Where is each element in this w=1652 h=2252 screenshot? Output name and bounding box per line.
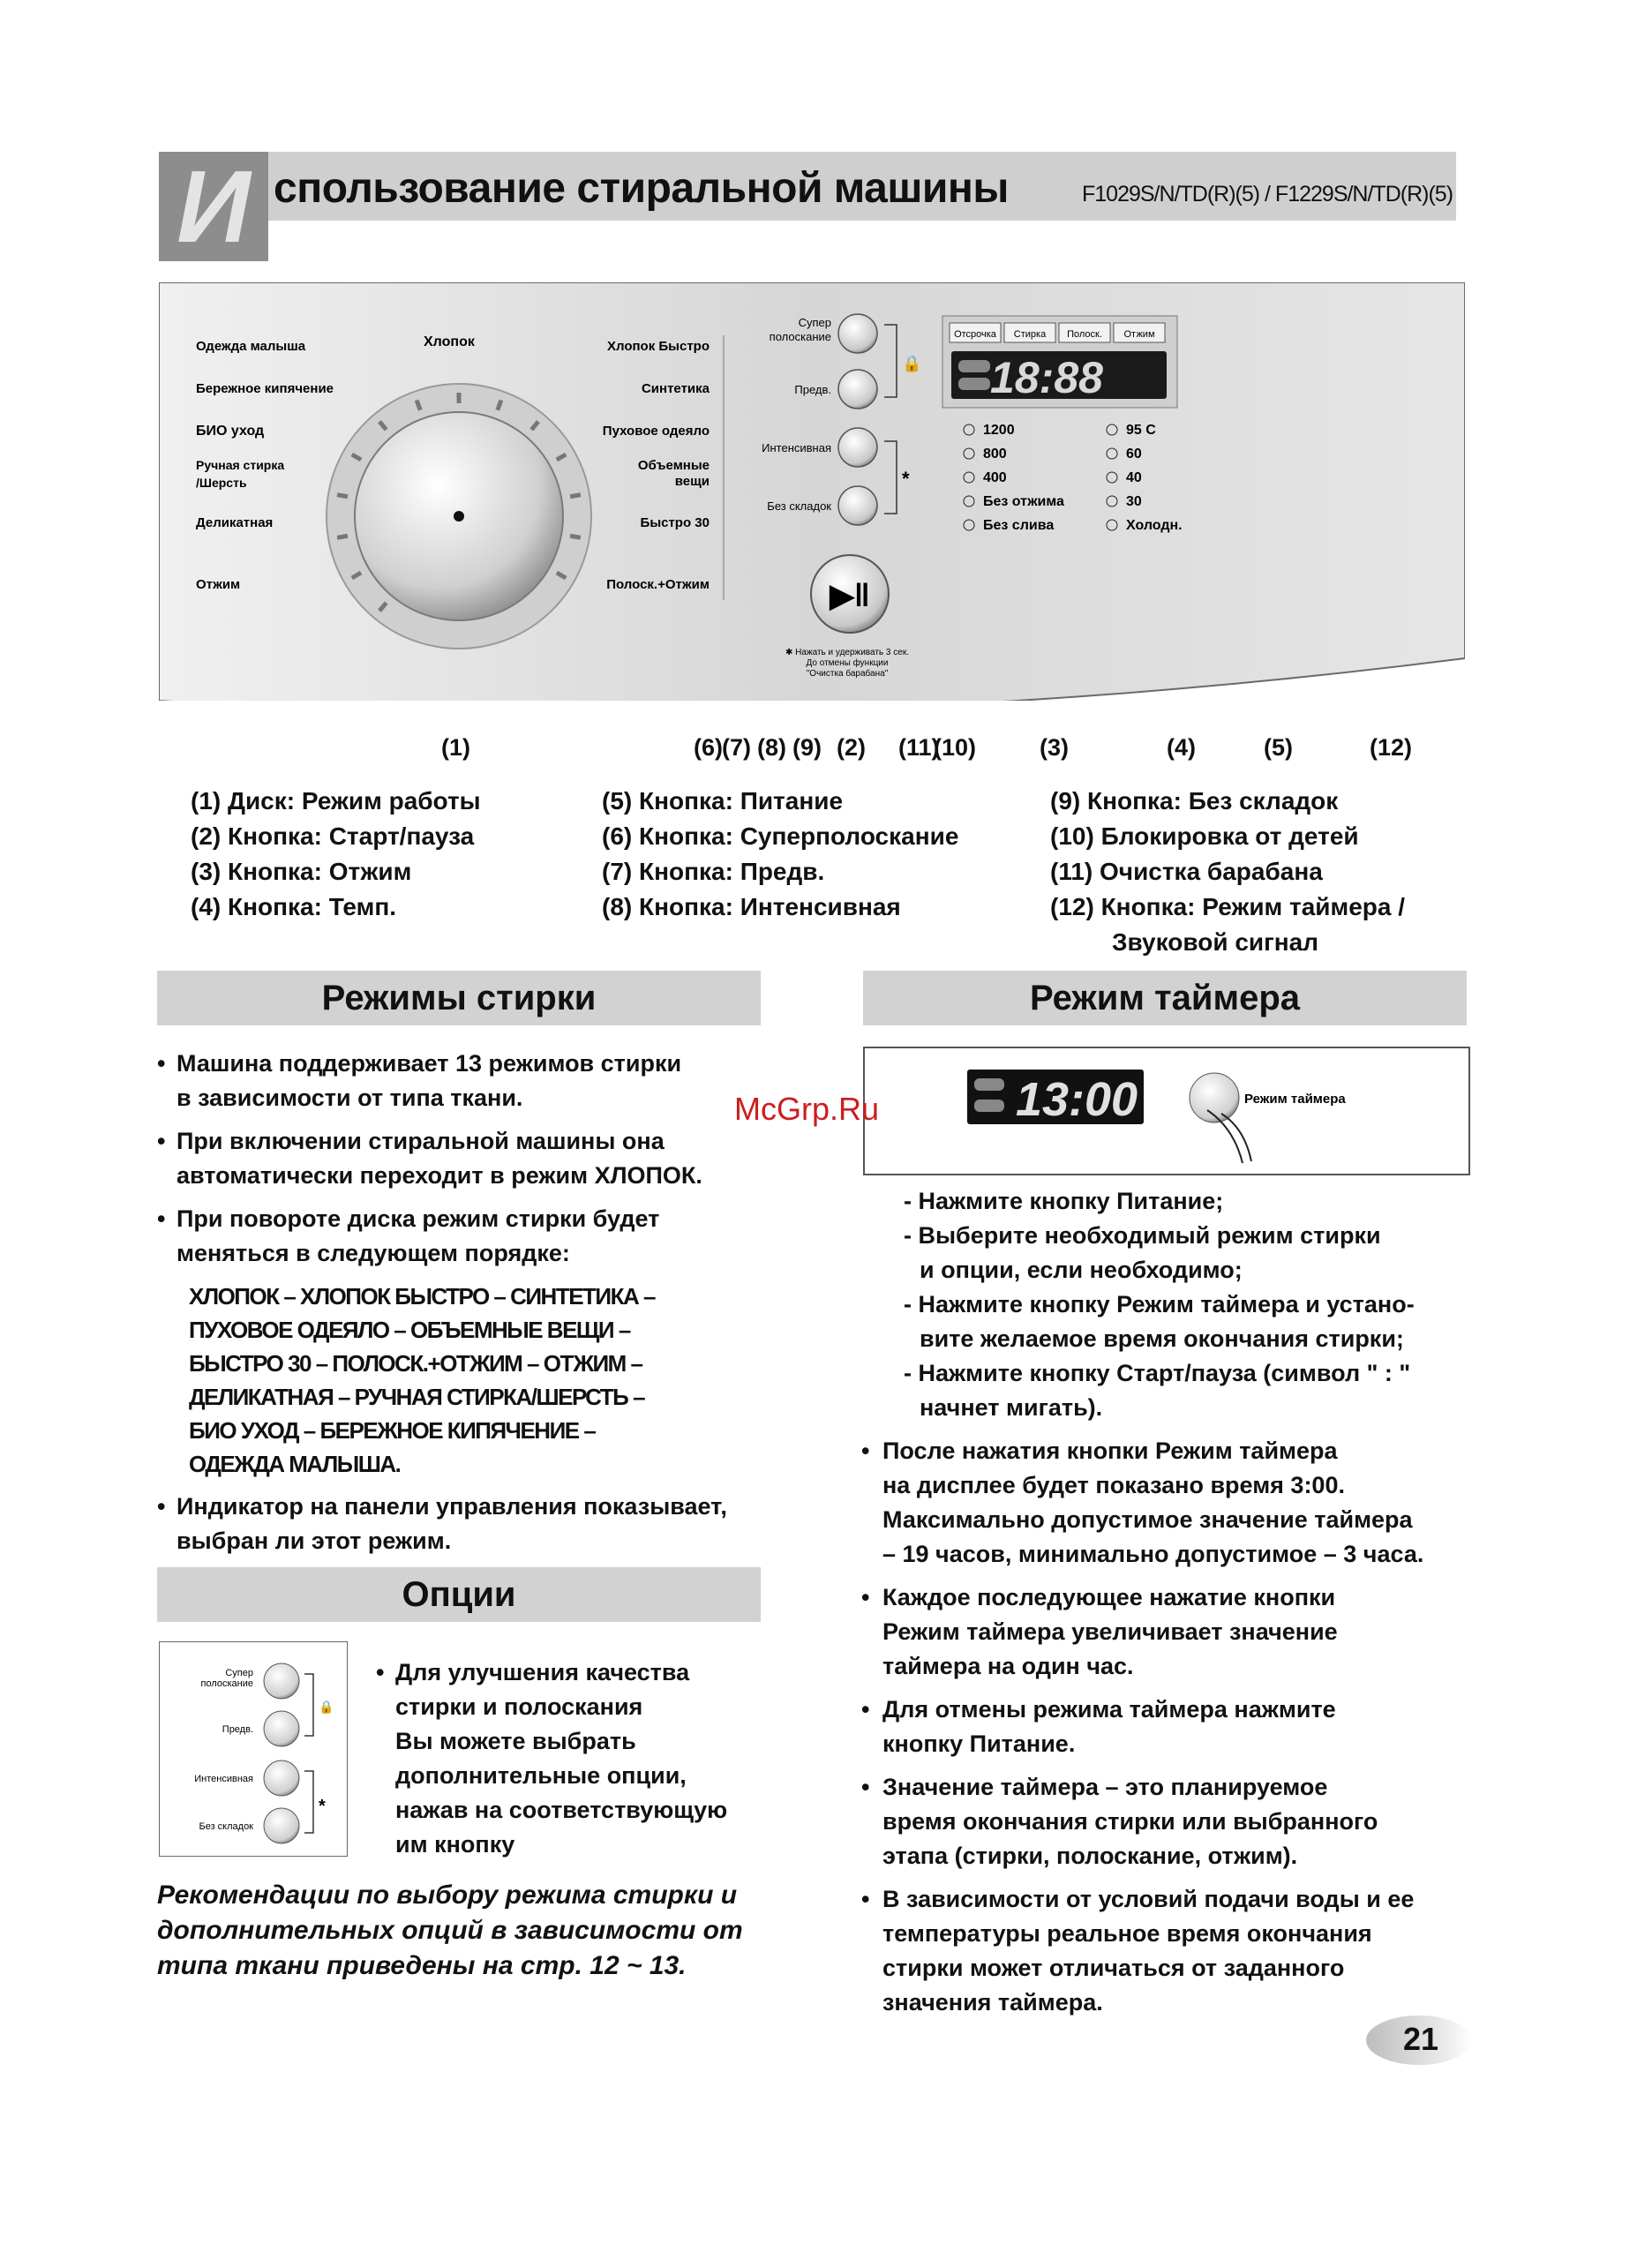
program-label: Пуховое одеяло	[602, 424, 710, 439]
dial-tick	[337, 495, 348, 497]
option-label: Супер	[225, 1668, 253, 1678]
program-label: Хлопок Быстро	[606, 339, 710, 354]
timer-button-label: Режим таймера	[1244, 1092, 1346, 1107]
text-line: Режим таймера увеличивает значение	[882, 1618, 1338, 1645]
text-line: Каждое последующее нажатие кнопки	[882, 1584, 1336, 1610]
display-time: 18:88	[990, 353, 1103, 402]
callout-6: (6)	[694, 734, 723, 761]
callout-8: (8)	[757, 734, 786, 761]
legend-col2	[602, 784, 958, 925]
option-label: Предв.	[222, 1724, 253, 1735]
modes-heading: Режимы стирки	[321, 979, 597, 1017]
timer-bullet: • Значение таймера – это планируемое время окончания стирки или выбранного этапа (стирки, полоскание, отжим).	[882, 1770, 1483, 1873]
program-label: Бережное кипячение	[196, 381, 334, 396]
legend-item: (7) Кнопка: Предв.	[602, 858, 825, 885]
dial-tick	[570, 536, 581, 537]
legend-col1	[191, 784, 481, 925]
legend-item: (3) Кнопка: Отжим	[191, 858, 412, 885]
timer-bullet: • В зависимости от условий подачи воды и ее температуры реальное время окончания стирки может отличаться от заданного значения таймера.	[882, 1882, 1483, 2020]
program-label: /Шерсть	[196, 476, 247, 490]
text-line: время окончания стирки или выбранного	[882, 1808, 1378, 1835]
modes-text: • Машина поддерживает 13 режимов стирки в зависимости от типа ткани. • При включении стиральной машины она автоматически переходит в режим ХЛОПОК. • При повороте диска режим стирки будет меняться в следующем порядке: ХЛОПОК – ХЛОПОК БЫСТРО – СИНТЕТИКА – ПУХОВОЕ ОДЕЯЛО – ОБЪЕМНЫЕ ВЕЩИ – БЫСТРО 30 – ПОЛОСК.+ОТЖИМ – ОТЖИМ – ДЕЛИКАТНАЯ – РУЧНАЯ СТИРКА/ШЕРСТЬ – БИО УХОД – БЕРЕЖНОЕ КИПЯЧЕНИЕ – ОДЕЖДА МАЛЫША. • Индикатор на панели управления показывает, выбран ли этот режим.	[176, 1047, 777, 1558]
legend-col3	[1050, 784, 1405, 960]
display-tab-label: Отжим	[1123, 329, 1155, 340]
timer-heading-bar	[863, 971, 1467, 1025]
text-line: этапа (стирки, полоскание, отжим).	[882, 1843, 1298, 1869]
display-tab-label: Стирка	[1013, 329, 1047, 340]
lock-icon: 🔒	[902, 355, 922, 372]
legend-item: (4) Кнопка: Темп.	[191, 893, 397, 920]
timer-heading: Режим таймера	[1030, 979, 1300, 1017]
text-line: - Нажмите кнопку Питание;	[904, 1188, 1224, 1214]
program-label: Ручная стирка	[196, 458, 285, 472]
panel-note: До отмены функции	[806, 658, 889, 668]
callout-10: (10)	[934, 734, 977, 761]
spin-option: Без слива	[983, 518, 1055, 533]
recommendation-note: Рекомендации по выбору режима стирки и дополнительных опций в зависимости от типа ткани приведены на стр. 12 ~ 13.	[157, 1880, 743, 1980]
program-label: Быстро 30	[640, 515, 710, 530]
temp-option: 30	[1126, 494, 1142, 509]
timer-illustration	[863, 1047, 1470, 1175]
legend-item: (6) Кнопка: Суперполоскание	[602, 822, 959, 850]
legend-item: (5) Кнопка: Питание	[602, 787, 844, 814]
super-rinse-button[interactable]	[838, 314, 877, 353]
timer-bullet: • После нажатия кнопки Режим таймера на дисплее будет показано время 3:00. Максимально допустимое значение таймера – 19 часов, минимально допустимое – 3 часа.	[882, 1434, 1483, 1572]
watermark: McGrp.Ru	[734, 1091, 880, 1127]
page-number: 21	[1402, 2021, 1439, 2057]
prewash-button[interactable]	[264, 1711, 299, 1746]
program-label: Полоск.+Отжим	[606, 577, 710, 592]
option-label: Предв.	[794, 383, 831, 396]
text-line: После нажатия кнопки Режим таймера	[882, 1438, 1338, 1464]
text-line: Значение таймера – это планируемое	[882, 1774, 1328, 1800]
text-line: - Нажмите кнопку Режим таймера и устано-	[904, 1291, 1415, 1317]
callout-4: (4)	[1167, 734, 1196, 761]
program-label: вещи	[674, 474, 710, 489]
program-label: БИО уход	[196, 424, 265, 439]
legend-item: (12) Кнопка: Режим таймера /	[1050, 893, 1406, 920]
program-label: Объемные	[637, 458, 710, 473]
callout-5: (5)	[1264, 734, 1293, 761]
text-line: начнет мигать).	[920, 1394, 1103, 1421]
text-line: Максимально допустимое значение таймера	[882, 1506, 1413, 1533]
display-tab-label: Полоск.	[1067, 329, 1102, 340]
legend-item: (8) Кнопка: Интенсивная	[602, 893, 901, 920]
legend-item: (10) Блокировка от детей	[1050, 822, 1359, 850]
model-numbers: F1029S/N/TD(R)(5) / F1229S/N/TD(R)(5)	[1082, 182, 1453, 206]
legend-item: (2) Кнопка: Старт/пауза	[191, 822, 475, 850]
no-crease-button[interactable]	[264, 1808, 299, 1843]
program-label: Деликатная	[196, 515, 274, 530]
option-label: Интенсивная	[194, 1774, 253, 1784]
text-line: – 19 часов, минимально допустимое – 3 часа.	[882, 1541, 1424, 1567]
text-line: - Выберите необходимый режим стирки	[904, 1222, 1381, 1249]
option-label: Без складок	[199, 1821, 253, 1832]
asterisk-icon: *	[319, 1797, 326, 1816]
spin-option: 400	[983, 470, 1007, 485]
spin-option: 1200	[983, 423, 1015, 438]
options-heading: Опции	[402, 1575, 516, 1614]
super-rinse-button[interactable]	[264, 1663, 299, 1699]
prewash-button[interactable]	[838, 370, 877, 409]
callout-11: (11)	[898, 734, 940, 761]
options-illustration	[159, 1641, 348, 1857]
modes-heading-bar	[157, 971, 761, 1025]
text-line: В зависимости от условий подачи воды и ее	[882, 1886, 1415, 1912]
timer-bullet: • Каждое последующее нажатие кнопки Режим таймера увеличивает значение таймера на один час.	[882, 1580, 1483, 1684]
timer-steps	[882, 1184, 1483, 1425]
display-tab-label: Отсрочка	[954, 329, 996, 340]
page-title: спользование стиральной машины	[274, 165, 1009, 212]
text-line: вите желаемое время окончания стирки;	[920, 1325, 1404, 1352]
control-panel-illustration	[159, 282, 1465, 701]
spin-option: Без отжима	[983, 494, 1064, 509]
option-label: полоскание	[769, 330, 831, 343]
panel-note: "Очистка барабана"	[806, 669, 889, 679]
text-line: кнопку Питание.	[882, 1730, 1076, 1757]
text-line: - Нажмите кнопку Старт/пауза (символ " : "	[904, 1360, 1411, 1386]
callout-3: (3)	[1040, 734, 1069, 761]
legend-item: Звуковой сигнал	[1112, 928, 1319, 956]
temp-option: Холодн.	[1126, 518, 1183, 533]
legend-item: (11) Очистка барабана	[1050, 858, 1323, 885]
program-label: Хлопок	[424, 334, 475, 349]
program-label: Одежда малыша	[196, 339, 306, 354]
program-dial	[327, 384, 591, 649]
text-line: и опции, если необходимо;	[920, 1257, 1243, 1283]
program-label: Синтетика	[641, 381, 710, 396]
callout-12: (12)	[1370, 734, 1413, 761]
header-initial: И	[176, 149, 251, 264]
options-heading-bar	[157, 1567, 761, 1622]
options-text: • Для улучшения качества стирки и полоскания Вы можете выбрать дополнительные опции, нажав на соответствующую им кнопку	[376, 1659, 728, 1858]
text-line: Для отмены режима таймера нажмите	[882, 1696, 1336, 1723]
timer-bullet: • Для отмены режима таймера нажмите кнопку Питание.	[882, 1693, 1483, 1761]
option-label: Без складок	[767, 499, 831, 513]
timer-display: 13:00	[1015, 1073, 1138, 1126]
text-line: температуры реальное время окончания	[882, 1920, 1372, 1947]
dial-tick	[337, 536, 348, 537]
text-line: таймера на один час.	[882, 1653, 1134, 1679]
text-line: на дисплее будет показано время 3:00.	[882, 1472, 1345, 1498]
temp-option: 95 С	[1126, 423, 1156, 438]
intensive-button[interactable]	[264, 1760, 299, 1796]
dial-tick	[570, 495, 581, 497]
text-line: стирки может отличаться от заданного	[882, 1955, 1345, 1981]
callout-2: (2)	[837, 734, 866, 761]
option-label: полоскание	[200, 1678, 253, 1689]
lock-icon: 🔒	[319, 1700, 334, 1714]
temp-option: 60	[1126, 447, 1142, 462]
temp-option: 40	[1126, 470, 1142, 485]
spin-option: 800	[983, 447, 1007, 462]
panel-note: ✱ Нажать и удерживать 3 сек.	[785, 648, 909, 657]
legend-item: (9) Кнопка: Без складок	[1050, 787, 1339, 814]
asterisk-icon: *	[902, 468, 910, 490]
play-pause-icon: ▶‖	[830, 577, 870, 613]
no-crease-button[interactable]	[838, 486, 877, 525]
option-label: Супер	[798, 316, 831, 329]
callout-1: (1)	[441, 734, 470, 761]
option-label: Интенсивная	[762, 441, 831, 454]
callout-9: (9)	[792, 734, 822, 761]
intensive-button[interactable]	[838, 428, 877, 467]
text-line: значения таймера.	[882, 1989, 1103, 2016]
program-label: Отжим	[196, 577, 241, 592]
timer-text	[861, 1184, 1483, 2020]
legend-item: (1) Диск: Режим работы	[191, 787, 481, 814]
mode-order: ХЛОПОК – ХЛОПОК БЫСТРО – СИНТЕТИКА – ПУХОВОЕ ОДЕЯЛО – ОБЪЕМНЫЕ ВЕЩИ – БЫСТРО 30 – ПОЛОСК.+ОТЖИМ – ОТЖИМ – ДЕЛИКАТНАЯ – РУЧНАЯ СТИРКА/ШЕРСТЬ – БИО УХОД – БЕРЕЖНОЕ КИПЯЧЕНИЕ – ОДЕЖДА МАЛЫША.	[189, 1283, 655, 1477]
callout-7: (7)	[722, 734, 751, 761]
